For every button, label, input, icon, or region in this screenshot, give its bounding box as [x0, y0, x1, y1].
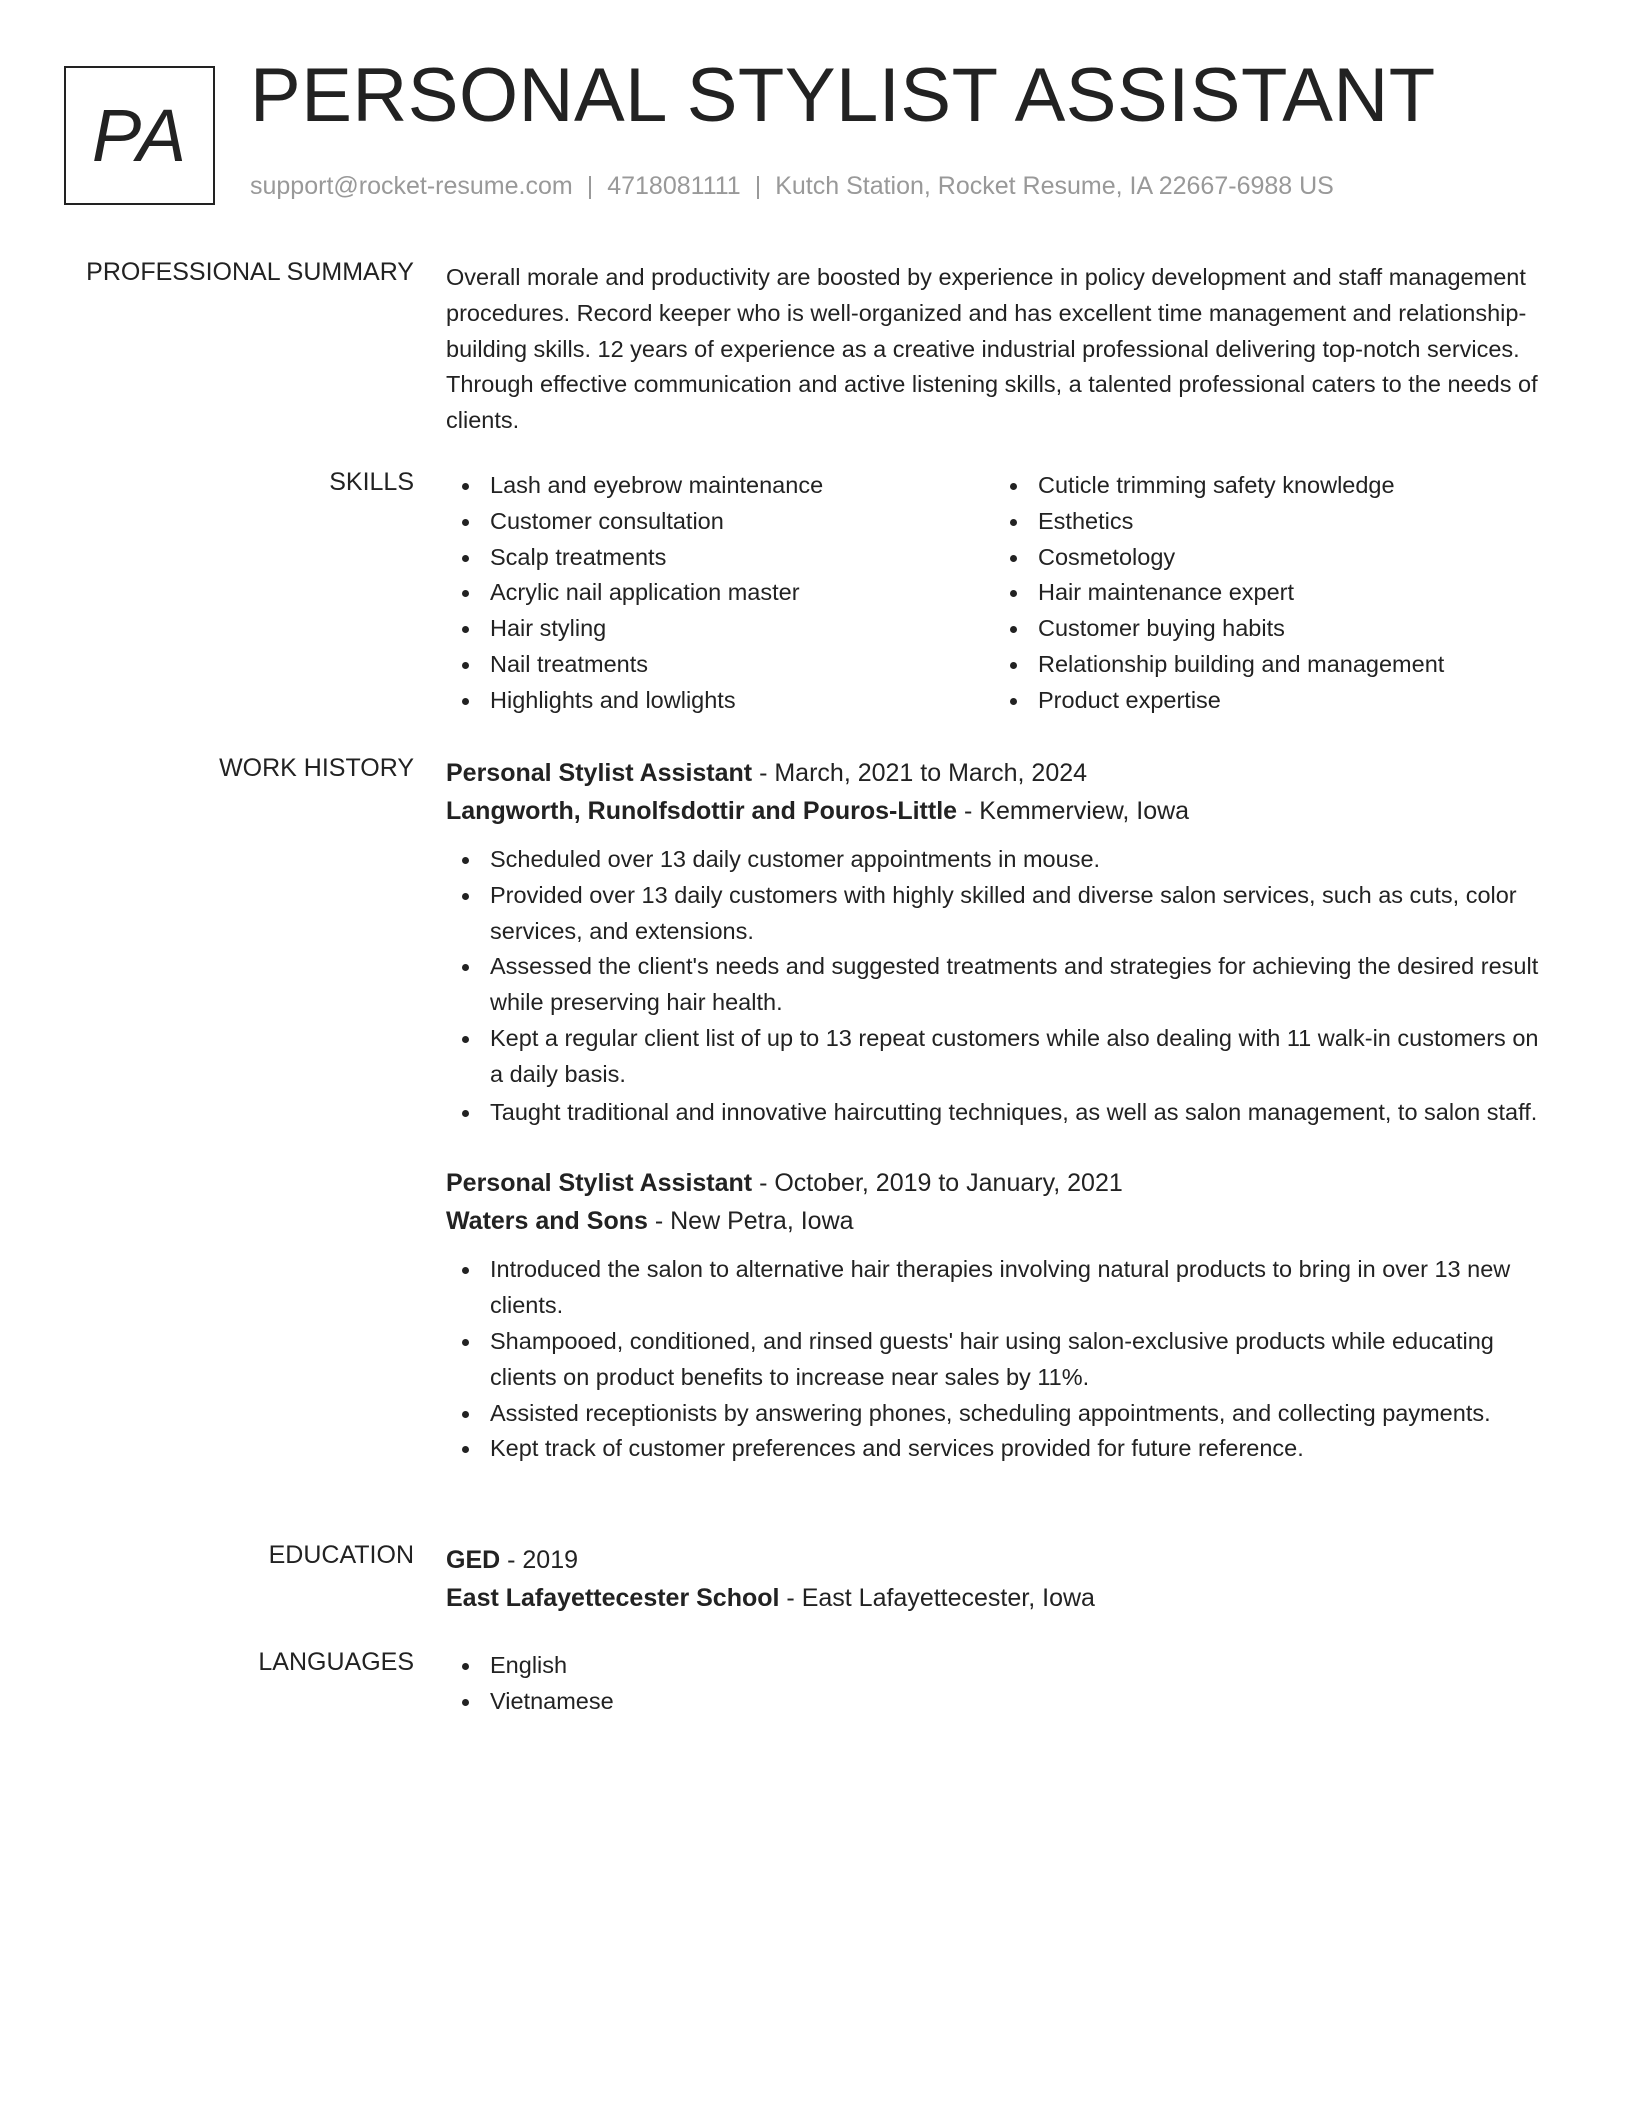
education-location: - East Lafayettecester, Iowa — [779, 1584, 1095, 1612]
list-item: Hair styling — [446, 611, 994, 647]
job-title: Personal Stylist Assistant — [446, 759, 753, 787]
job-title-line — [446, 754, 1556, 792]
job-dates: - March, 2021 to March, 2024 — [752, 759, 1088, 787]
work-history-body — [446, 754, 1556, 1467]
list-item: Vietnamese — [446, 1684, 1556, 1720]
job-company-line — [446, 792, 1556, 830]
contact-phone: 4718081111 — [607, 172, 741, 200]
monogram-initials: PA — [91, 94, 188, 177]
section-label-work-history: WORK HISTORY — [219, 754, 414, 782]
list-item: Nail treatments — [446, 647, 994, 683]
section-label-skills: SKILLS — [329, 468, 414, 496]
list-item: Lash and eyebrow maintenance — [446, 468, 994, 504]
list-item: Customer buying habits — [994, 611, 1542, 647]
list-item: Esthetics — [994, 504, 1542, 540]
job-entry — [446, 754, 1556, 1130]
skills-columns — [446, 468, 1556, 719]
job-bullets — [446, 842, 1556, 1130]
list-item: Scalp treatments — [446, 540, 994, 576]
education-body — [446, 1541, 1556, 1617]
section-label-education: EDUCATION — [268, 1541, 414, 1569]
list-item: Cosmetology — [994, 540, 1542, 576]
job-company-line — [446, 1202, 1556, 1240]
monogram-box — [64, 66, 215, 205]
skills-list-right — [994, 468, 1542, 719]
skills-body — [446, 468, 1556, 719]
contact-separator: | — [586, 172, 594, 200]
list-item: Provided over 13 daily customers with highly skilled and diverse salon services, such as cuts, color services, and extensions. — [446, 878, 1556, 950]
candidate-name: PERSONAL STYLIST ASSISTANT — [250, 53, 1436, 138]
list-item: English — [446, 1648, 1556, 1684]
job-bullets — [446, 1252, 1556, 1467]
contact-separator: | — [754, 172, 762, 200]
list-item: Introduced the salon to alternative hair therapies involving natural products to bring in over 13 new clients. — [446, 1252, 1556, 1324]
education-degree-line — [446, 1541, 1556, 1579]
job-company: Waters and Sons — [446, 1207, 648, 1236]
summary-text: Overall morale and productivity are boosted by experience in policy development and staff management procedures. Record keeper who is well-organized and has excellent time management and relationship-building skills. 12 years of experience as a creative industrial professional delivering top-notch services. Through effective communication and active listening skills, a talented professional caters to the needs of clients. — [446, 264, 1538, 434]
list-item: Highlights and lowlights — [446, 683, 994, 719]
languages-list — [446, 1648, 1556, 1720]
list-item: Kept a regular client list of up to 13 repeat customers while also dealing with 11 walk-in customers on a daily basis. — [446, 1021, 1556, 1093]
list-item: Hair maintenance expert — [994, 575, 1542, 611]
job-title: Personal Stylist Assistant — [446, 1169, 753, 1198]
job-dates: - October, 2019 to January, 2021 — [752, 1169, 1123, 1198]
list-item: Kept track of customer preferences and services provided for future reference. — [446, 1431, 1556, 1467]
contact-email: support@rocket-resume.com — [250, 172, 573, 200]
section-label-summary: PROFESSIONAL SUMMARY — [86, 258, 414, 286]
education-school-line — [446, 1579, 1556, 1617]
list-item: Scheduled over 13 daily customer appointments in mouse. — [446, 842, 1556, 878]
skills-column-right — [994, 468, 1542, 719]
list-item: Acrylic nail application master — [446, 575, 994, 611]
job-title-line — [446, 1164, 1556, 1202]
list-item: Product expertise — [994, 683, 1542, 719]
education-school: East Lafayettecester School — [446, 1584, 780, 1612]
section-label-languages: LANGUAGES — [258, 1648, 414, 1676]
education-degree: GED — [446, 1546, 501, 1574]
education-year: - 2019 — [500, 1546, 579, 1574]
summary-body — [446, 258, 1556, 439]
list-item: Assessed the client's needs and suggested treatments and strategies for achieving the desired result while preserving hair health. — [446, 949, 1556, 1021]
contact-address: Kutch Station, Rocket Resume, IA 22667-6988 US — [775, 172, 1334, 200]
list-item: Taught traditional and innovative haircutting techniques, as well as salon management, to salon staff. — [446, 1095, 1556, 1131]
skills-column-left — [446, 468, 994, 719]
job-location: - New Petra, Iowa — [647, 1207, 854, 1236]
languages-body — [446, 1648, 1556, 1720]
contact-line — [250, 172, 1334, 201]
list-item: Customer consultation — [446, 504, 994, 540]
list-item: Shampooed, conditioned, and rinsed guests' hair using salon-exclusive products while educating clients on product benefits to increase near sales by 11%. — [446, 1324, 1556, 1396]
job-company: Langworth, Runolfsdottir and Pouros-Little — [446, 797, 958, 825]
skills-list-left — [446, 468, 994, 719]
list-item: Assisted receptionists by answering phones, scheduling appointments, and collecting payments. — [446, 1396, 1556, 1432]
list-item: Relationship building and management — [994, 647, 1542, 683]
job-entry — [446, 1164, 1556, 1467]
list-item: Cuticle trimming safety knowledge — [994, 468, 1542, 504]
job-location: - Kemmerview, Iowa — [957, 797, 1190, 825]
